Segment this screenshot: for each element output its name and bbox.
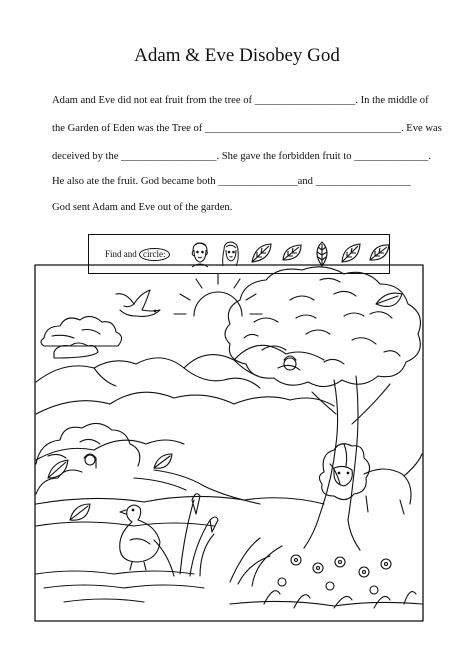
leaf-icon <box>376 293 402 306</box>
garden-scene-illustration <box>34 264 424 622</box>
sentence-1-text-a: Adam and Eve did not eat fruit from the tree of <box>52 95 253 106</box>
page-title: Adam & Eve Disobey God <box>134 45 340 66</box>
tree-trunk <box>304 376 390 550</box>
sentence-2-blank[interactable]: _____________________________________ <box>205 123 401 134</box>
sentence-4 <box>52 175 432 189</box>
sentence-2-text-a: the Garden of Eden was the Tree of <box>52 123 203 134</box>
bushes <box>36 423 140 494</box>
sentence-2-text-b: . Eve was <box>400 123 442 134</box>
circle-label: circle: <box>139 248 169 261</box>
sentence-3-blank-1[interactable]: __________________ <box>121 151 217 162</box>
sentence-3 <box>52 150 432 164</box>
sentence-1 <box>52 94 432 108</box>
leaf-icon <box>48 460 68 478</box>
sentence-3-text-b: . She gave the forbidden fruit to <box>216 151 352 162</box>
sentence-4-text-a: He also ate the fruit. God became both <box>52 176 216 187</box>
sentence-4-blank-2[interactable]: __________________ <box>315 176 411 187</box>
duck-icon <box>120 505 160 570</box>
leaf-icon <box>154 454 172 468</box>
sentence-1-text-b: . In the middle of <box>355 95 429 106</box>
sun-icon <box>174 274 262 316</box>
find-label-text: Find and <box>105 249 137 259</box>
bird-icon <box>116 290 160 316</box>
find-label <box>105 248 170 261</box>
sentence-5-text: God sent Adam and Eve out of the garden. <box>52 202 233 213</box>
tree-canopy <box>225 267 420 387</box>
adam-face-icon <box>284 356 296 370</box>
cloud-icon <box>54 343 98 358</box>
sentence-2 <box>52 122 442 136</box>
cloud-icon <box>41 316 122 346</box>
reeds <box>154 494 218 576</box>
sentence-3-text-a: deceived by the <box>52 151 119 162</box>
sentence-3-blank-2[interactable]: ______________ <box>354 151 429 162</box>
sentence-5 <box>52 201 432 215</box>
sentence-4-blank-1[interactable]: _______________ <box>218 176 298 187</box>
leaf-icon <box>70 504 90 520</box>
sentence-4-text-b: and <box>297 176 313 187</box>
flowers <box>230 538 422 608</box>
sentence-3-text-c: . <box>428 151 431 162</box>
sentence-1-blank[interactable]: ___________________ <box>254 95 356 106</box>
water <box>36 571 204 602</box>
eve-face-icon <box>84 454 96 468</box>
